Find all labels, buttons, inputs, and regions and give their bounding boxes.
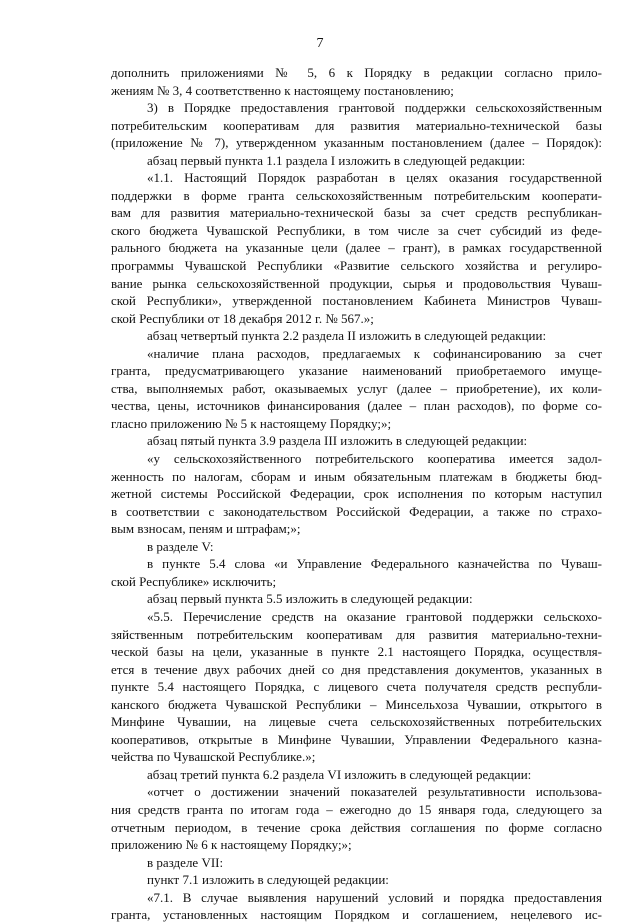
paragraph-first-line: 3) в Порядке предоставления грантовой поддержки сельскохозяйственным <box>147 100 602 116</box>
paragraph-first-line: абзац третий пункта 6.2 раздела VI изложить в следующей редакции: <box>147 766 532 782</box>
text-line: ния средств гранта по итогам года – ежегодно до 15 января года, следующего за <box>111 801 602 817</box>
text-line: ской Республики от 18 декабря 2012 г. № 567.»; <box>111 310 374 326</box>
paragraph-first-line: в разделе V: <box>147 538 214 554</box>
paragraph-first-line: пункт 7.1 изложить в следующей редакции: <box>147 872 389 888</box>
paragraph-first-line: «у сельскохозяйственного потребительского кооператива имеется задол- <box>147 451 602 467</box>
text-line: ской Республике» исключить; <box>111 573 277 589</box>
text-line: в соответствии с законодательством Российской Федерации, а также по страхо- <box>111 503 602 519</box>
text-line: женность по налогам, сборам и иным обязательным платежам в бюджеты бюд- <box>111 468 602 484</box>
paragraph-first-line: «5.5. Перечисление средств на оказание грантовой поддержки сельскохо- <box>147 608 602 624</box>
paragraph-first-line: «наличие плана расходов, предлагаемых к софинансированию за счет <box>147 345 602 361</box>
text-line: отчетным периодом, в течение срока действия соглашения по форме согласно <box>111 819 602 835</box>
text-line: ской Республики», утвержденной постановлением Кабинета Министров Чуваш- <box>111 293 602 309</box>
text-line: ского бюджета Чувашской Республики, в том числе за счет субсидий из феде- <box>111 222 602 238</box>
paragraph-first-line: абзац первый пункта 1.1 раздела I изложить в следующей редакции: <box>147 152 526 168</box>
text-line: гранта, установленных настоящим Порядком и соглашением, нецелевого ис- <box>111 907 602 923</box>
text-line: ется в течение двух рабочих дней со дня представления документов, указанных в <box>111 661 602 677</box>
paragraph-first-line: «7.1. В случае выявления нарушений условий и порядка предоставления <box>147 889 602 905</box>
text-line: гранта, предусматривающего указание наименований приобретаемого имуще- <box>111 363 602 379</box>
paragraph-first-line: абзац пятый пункта 3.9 раздела III изложить в следующей редакции: <box>147 433 528 449</box>
text-line: ства, выполняемых работ, оказываемых услуг (далее – приобретение), их коли- <box>111 380 602 396</box>
text-line: жениям № 3, 4 соответственно к настоящему постановлению; <box>111 82 454 98</box>
text-line: канского бюджета Чувашской Республики – Минсельхоза Чувашии, открытого в <box>111 696 602 712</box>
text-line: ческой базы на цели, указанные в пункте 2.1 настоящего Порядка, осуществля- <box>111 644 602 660</box>
text-line: вам для развития материально-технической базы за счет средств республикан- <box>111 205 602 221</box>
text-line: гласно приложению № 5 к настоящему Порядку;»; <box>111 415 392 431</box>
text-line: зяйственным потребительским кооперативам для развития материально-техни- <box>111 626 602 642</box>
text-line: поддержки в форме гранта сельскохозяйственным потребительским кооперати- <box>111 187 602 203</box>
text-line: рального бюджета на указанные цели (далее – грант), в рамках государственной <box>111 240 602 256</box>
text-line: приложению № 6 к настоящему Порядку;»; <box>111 837 352 853</box>
paragraph-first-line: «1.1. Настоящий Порядок разработан в целях оказания государственной <box>147 170 602 186</box>
text-line: жетной системы Российской Федерации, срок исполнения по которым наступил <box>111 486 602 502</box>
text-line: потребительским кооперативам для развития материально-технической базы <box>111 117 602 133</box>
paragraph-first-line: «отчет о достижении значений показателей результативности использова- <box>147 784 602 800</box>
text-line: вым взносам, пеням и штрафам;»; <box>111 521 301 537</box>
text-line: дополнить приложениями № 5, 6 к Порядку в редакции согласно прило- <box>111 65 602 80</box>
text-line: программы Чувашской Республики «Развитие сельского хозяйства и регулиро- <box>111 258 602 274</box>
paragraph-first-line: абзац четвертый пункта 2.2 раздела II изложить в следующей редакции: <box>147 328 547 344</box>
paragraph-first-line: абзац первый пункта 5.5 изложить в следующей редакции: <box>147 591 473 607</box>
paragraph-first-line: в пункте 5.4 слова «и Управление Федерального казначейства по Чуваш- <box>147 556 602 572</box>
text-line: кооперативов, открытые в Минфине Чувашии, Управлении Федерального казна- <box>111 731 602 747</box>
text-line: Минфине Чувашии, на лицевые счета сельскохозяйственных потребительских <box>111 714 602 730</box>
text-line: чества, цены, источников финансирования (далее – план расходов), по форме со- <box>111 398 602 414</box>
page-number: 7 <box>316 36 324 51</box>
text-line: (приложение № 7), утвержденном указанным постановлением (далее – Порядок): <box>111 135 602 151</box>
document-body <box>111 64 602 924</box>
paragraph-first-line: в разделе VII: <box>147 854 224 870</box>
text-line: вание рынка сельскохозяйственной продукции, сырья и продовольствия Чуваш- <box>111 275 602 291</box>
text-line: чейства по Чувашской Республике.»; <box>111 749 316 765</box>
text-line: пункте 5.4 настоящего Порядка, с лицевого счета получателя средств республи- <box>111 679 602 695</box>
